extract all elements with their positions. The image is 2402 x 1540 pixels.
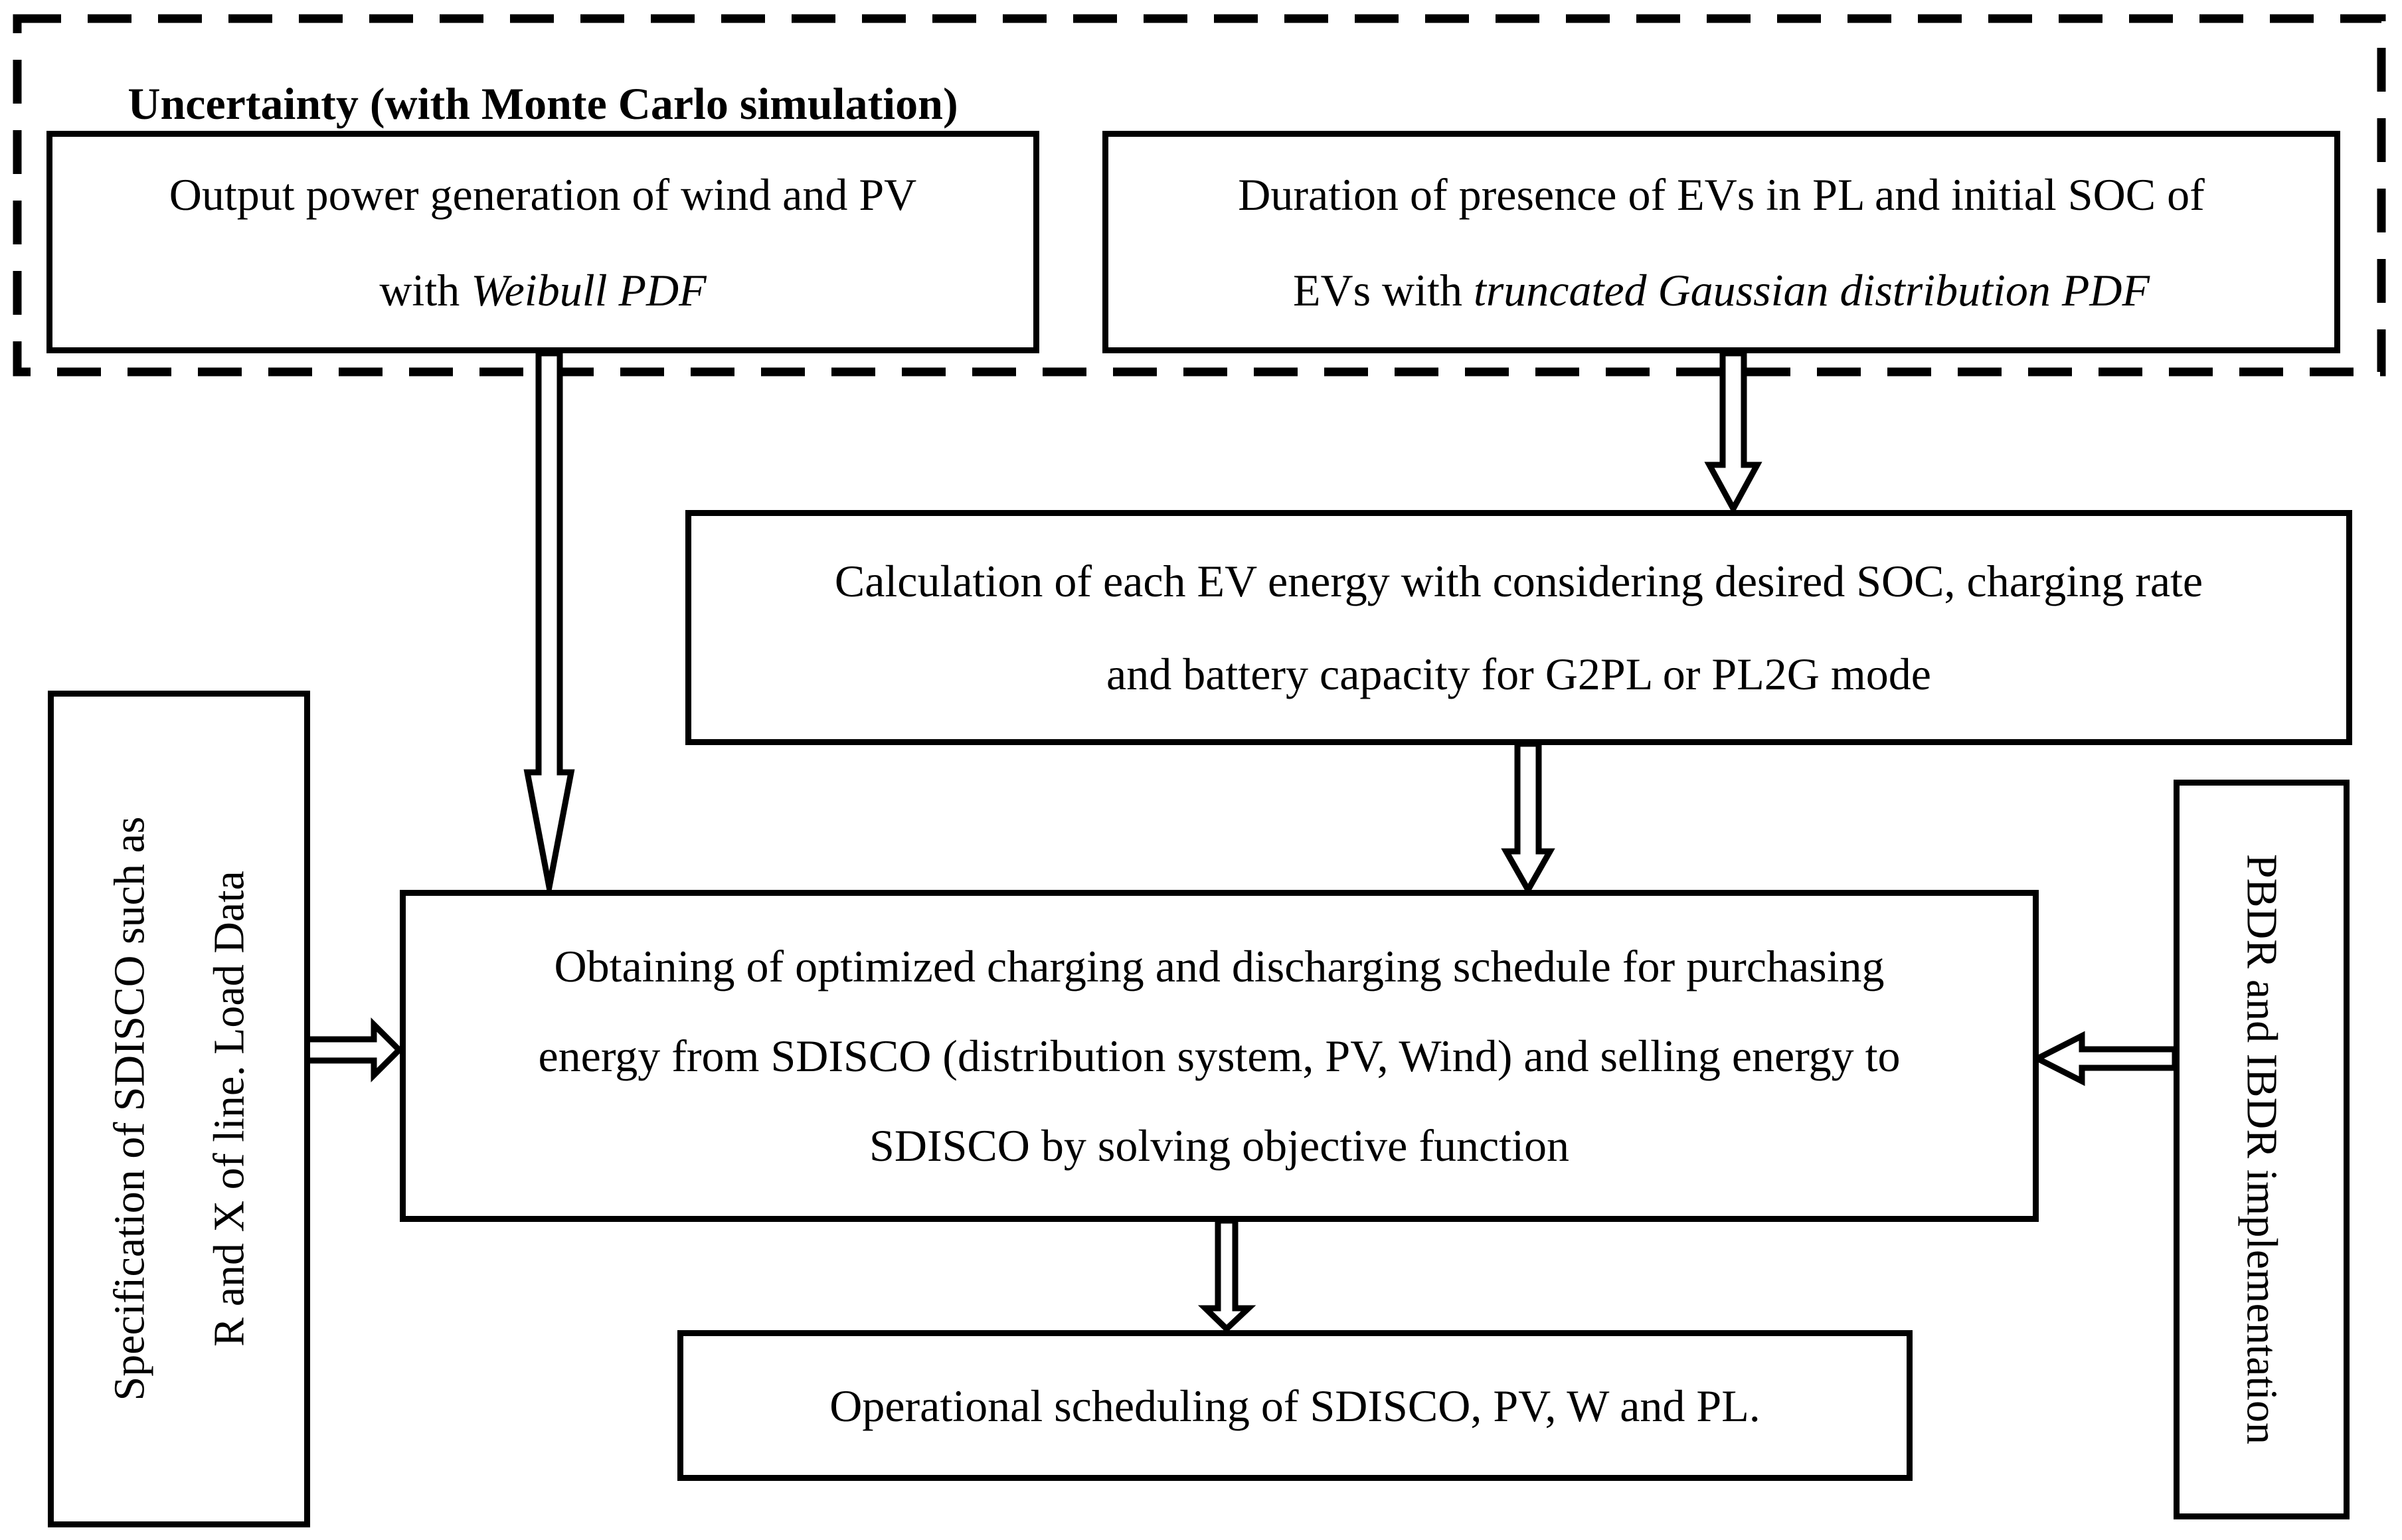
wind-pv-generation-box	[46, 131, 1039, 353]
wind-pv-generation-text	[52, 137, 1033, 347]
arrow-pbdr-to-schedule	[2037, 1036, 2175, 1081]
arrow-schedule-to-output	[1205, 1221, 1248, 1329]
wind-pv-line2	[52, 242, 1033, 338]
optimized-schedule-box	[400, 890, 2039, 1222]
uncertainty-group-title: Uncertainty (with Monte Carlo simulation)	[128, 78, 958, 129]
sdisco-specification-rotated-text	[54, 697, 305, 1521]
schedule-line3: SDISCO by solving objective function	[869, 1120, 1569, 1171]
pbdr-ibdr-box	[2174, 780, 2350, 1519]
specification-line2: R and X of line. Load Data	[205, 871, 253, 1347]
pbdr-label: PBDR and IBDR implementation	[2237, 853, 2286, 1445]
arrow-ev-to-calculation	[1709, 353, 1757, 509]
calculation-line1: Calculation of each EV energy with considering desired SOC, charging rate	[834, 556, 2203, 606]
ev-energy-calculation-text	[691, 516, 2346, 739]
arrow-specification-to-schedule	[304, 1025, 399, 1075]
ev-duration-soc-box	[1102, 131, 2340, 353]
output-label: Operational scheduling of SDISCO, PV, W and PL.	[829, 1380, 1760, 1431]
calculation-line2: and battery capacity for G2PL or PL2G mode	[1106, 649, 1931, 699]
arrow-wind-to-schedule	[527, 353, 571, 887]
wind-pv-line1: Output power generation of wind and PV	[169, 169, 917, 220]
operational-scheduling-box	[677, 1330, 1913, 1481]
wind-pv-line2-prefix: with	[379, 264, 472, 315]
pbdr-ibdr-rotated-text	[2180, 786, 2344, 1513]
ev-line2	[1108, 242, 2334, 338]
ev-line2-prefix: EVs with	[1292, 264, 1474, 315]
ev-duration-soc-text	[1108, 137, 2334, 347]
wind-pv-line2-italic: Weibull PDF	[471, 264, 707, 315]
ev-line2-italic: truncated Gaussian distribution PDF	[1473, 264, 2150, 315]
ev-energy-calculation-box	[685, 510, 2352, 745]
sdisco-specification-box	[48, 691, 310, 1527]
optimized-schedule-text	[406, 896, 2033, 1216]
arrow-calculation-to-schedule	[1506, 744, 1550, 890]
schedule-line2: energy from SDISCO (distribution system, PV, Wind) and selling energy to	[538, 1030, 1901, 1081]
specification-line1: Specification of SDISCO such as	[105, 816, 153, 1401]
ev-line1: Duration of presence of EVs in PL and initial SOC of	[1238, 169, 2205, 220]
schedule-line1: Obtaining of optimized charging and discharging schedule for purchasing	[554, 940, 1885, 991]
operational-scheduling-text	[683, 1336, 1907, 1475]
